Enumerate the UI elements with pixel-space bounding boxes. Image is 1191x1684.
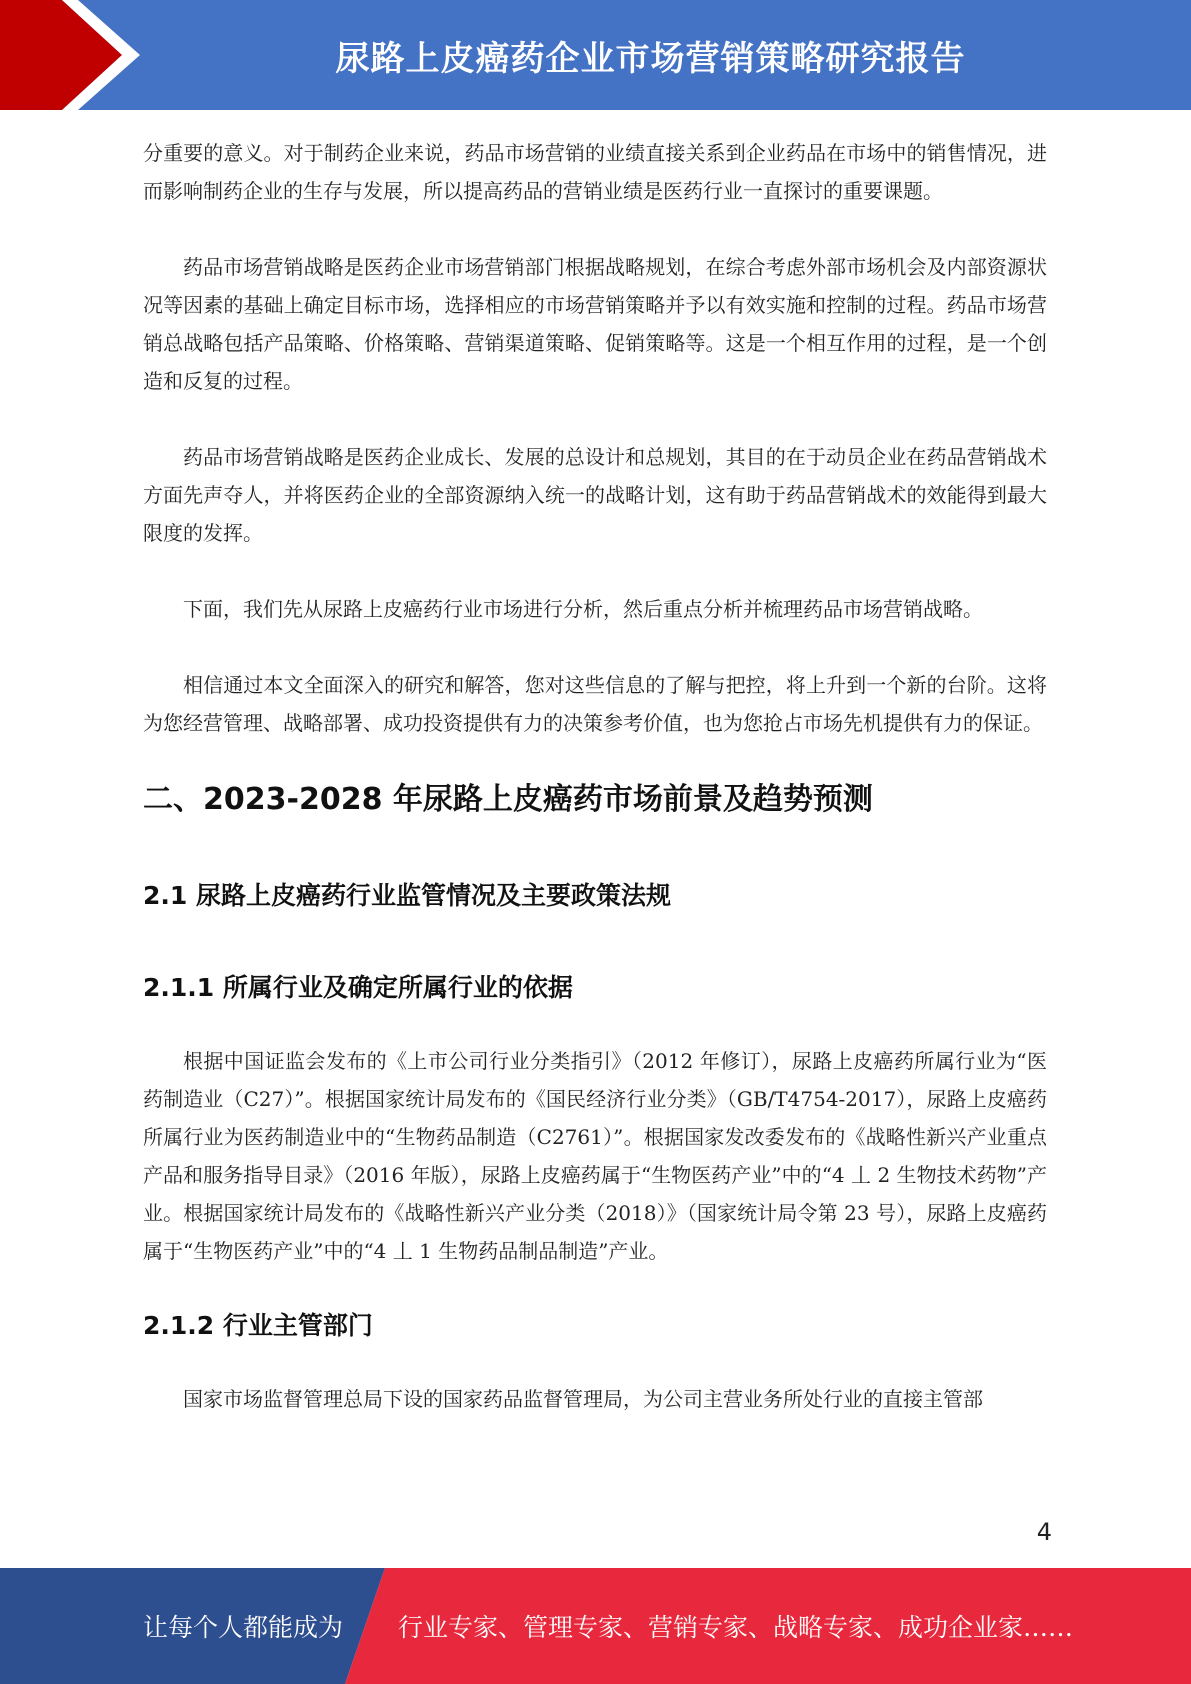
subsubsection-heading: 2.1.2 行业主管部门 xyxy=(143,1311,373,1340)
subsection-heading: 2.1 尿路上皮癌药行业监管情况及主要政策法规 xyxy=(143,881,671,910)
paragraph: 药品市场营销战略是医药企业市场营销部门根据战略规划，在综合考虑外部市场机会及内部资源状况等因素的基础上确定目标市场，选择相应的市场营销策略并予以有效实施和控制的过程。药品市场营销总战略包括产品策略、价格策略、营销渠道策略、促销策略等。这是一个相互作用的过程，是一个创造和反复的过程。 xyxy=(143,255,1047,393)
subsubsection-heading: 2.1.1 所属行业及确定所属行业的依据 xyxy=(143,973,573,1002)
paragraph: 国家市场监督管理总局下设的国家药品监督管理局，为公司主营业务所处行业的直接主管部 xyxy=(183,1387,983,1411)
paragraph: 相信通过本文全面深入的研究和解答，您对这些信息的了解与把控，将上升到一个新的台阶。这将为您经营管理、战略部署、成功投资提供有力的决策参考价值，也为您抢占市场先机提供有力的保证。 xyxy=(143,673,1047,735)
document-body xyxy=(143,134,1047,1456)
page-footer xyxy=(0,1568,1191,1684)
footer-slogan-left: 让每个人都能成为 xyxy=(143,1613,344,1642)
paragraph: 分重要的意义。对于制药企业来说，药品市场营销的业绩直接关系到企业药品在市场中的销售情况，进而影响制药企业的生存与发展，所以提高药品的营销业绩是医药行业一直探讨的重要课题。 xyxy=(143,141,1047,203)
footer-slogan-right: 行业专家、管理专家、营销专家、战略专家、成功企业家…… xyxy=(398,1613,1074,1642)
paragraph: 根据中国证监会发布的《上市公司行业分类指引》（2012 年修订），尿路上皮癌药所属行业为“医药制造业（C27）”。根据国家统计局发布的《国民经济行业分类》（GB/T4754-2017），尿路上皮癌药所属行业为医药制造业中的“生物药品制造（C2761）”。根据国家发改委发布的《战略性新兴产业重点产品和服务指导目录》（2016 年版），尿路上皮癌药属于“生物医药产业”中的“4 丄 2 生物技术药物”产业。根据国家统计局发布的《战略性新兴产业分类（2018）》（国家统计局令第 23 号），尿路上皮癌药属于“生物医药产业”中的“4 丄 1 生物药品制品制造”产业。 xyxy=(143,1049,1047,1263)
page-header xyxy=(0,0,1191,110)
page-number: 4 xyxy=(1036,1518,1052,1546)
section-heading: 二、2023-2028 年尿路上皮癌药市场前景及趋势预测 xyxy=(143,782,873,817)
report-title: 尿路上皮癌药企业市场营销策略研究报告 xyxy=(335,38,966,79)
paragraph: 下面，我们先从尿路上皮癌药行业市场进行分析，然后重点分析并梳理药品市场营销战略。 xyxy=(183,597,983,621)
header-arrow-decoration xyxy=(0,0,160,110)
paragraph: 药品市场营销战略是医药企业成长、发展的总设计和总规划，其目的在于动员企业在药品营销战术方面先声夺人，并将医药企业的全部资源纳入统一的战略计划，这有助于药品营销战术的效能得到最大限度的发挥。 xyxy=(143,445,1047,545)
